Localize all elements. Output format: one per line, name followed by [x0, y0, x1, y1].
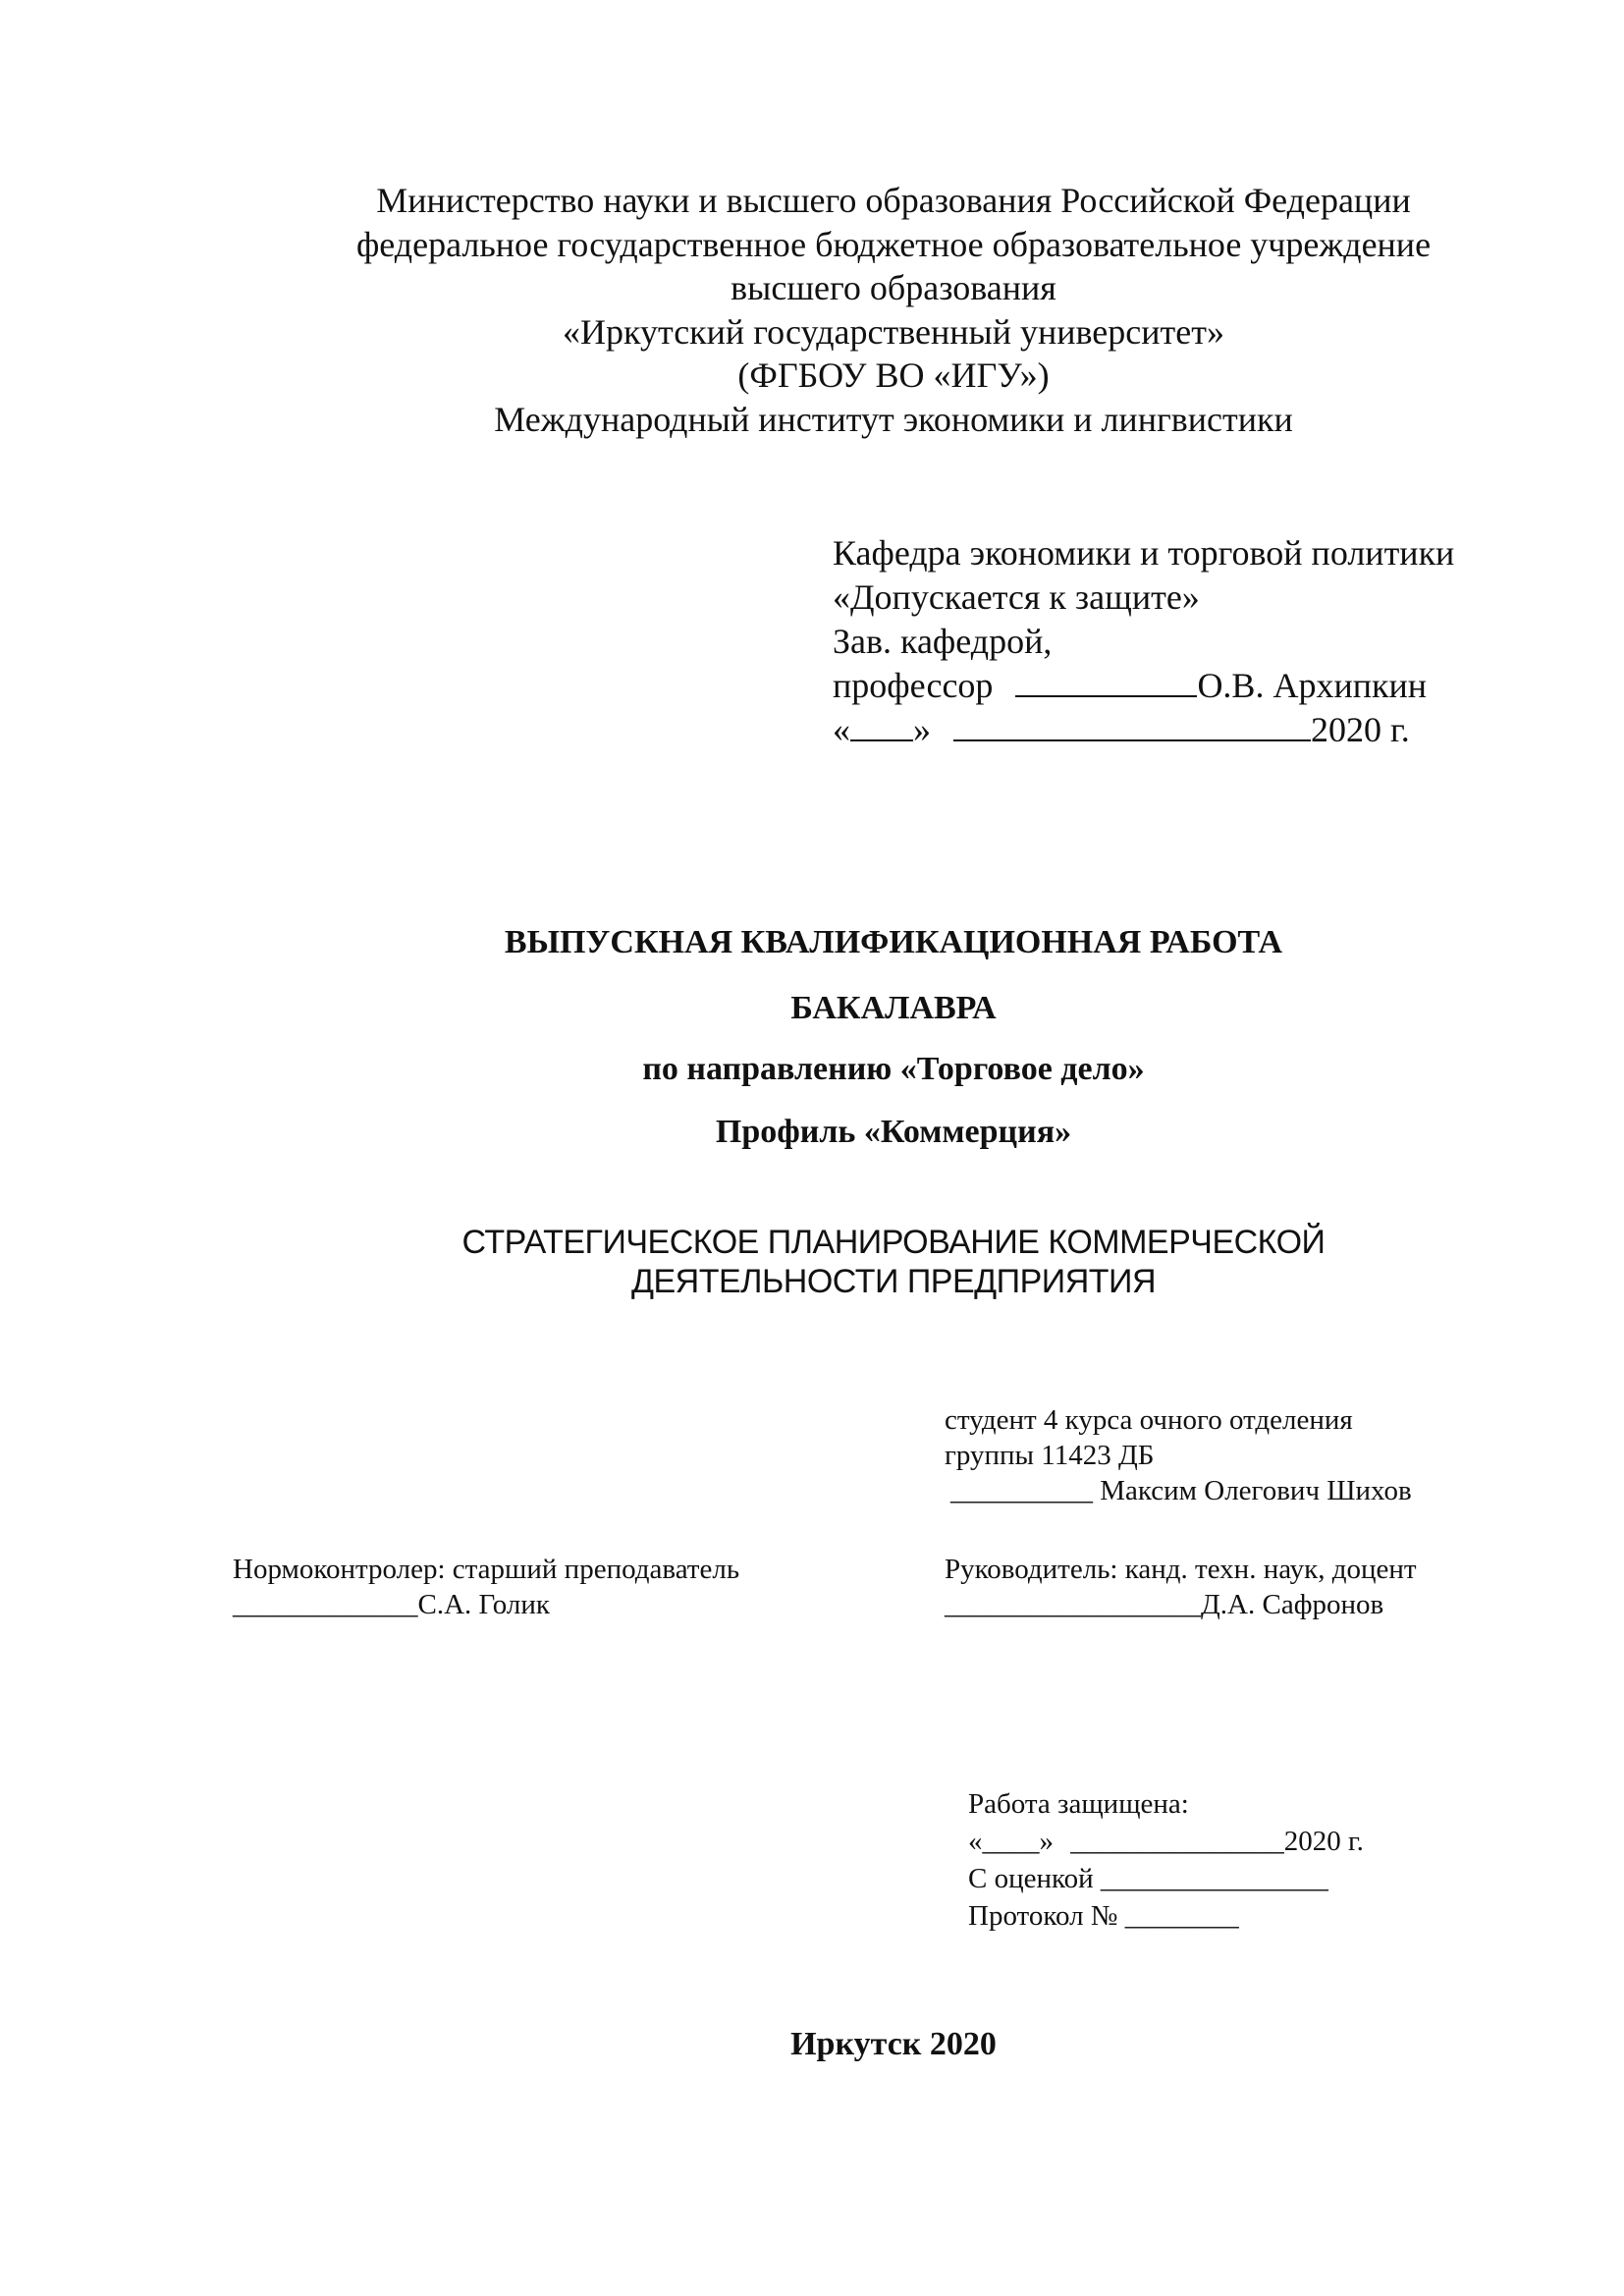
thesis-type-line2: БАКАЛАВРА	[790, 990, 997, 1026]
thesis-title-block	[196, 913, 1591, 1163]
student-course: студент 4 курса очного отделения	[945, 1404, 1353, 1436]
month-blank	[953, 708, 1311, 741]
normcontroller-signature-line	[233, 1587, 920, 1622]
protocol-label: Протокол №	[968, 1900, 1118, 1932]
topic-line1: СТРАТЕГИЧЕСКОЕ ПЛАНИРОВАНИЕ КОММЕРЧЕСКОЙ	[461, 1224, 1326, 1261]
date-quote-open: «	[833, 710, 850, 749]
department-name: Кафедра экономики и торговой политики	[833, 533, 1455, 573]
supervisor-name: Д.А. Сафронов	[1201, 1589, 1384, 1620]
defense-year: 2020 г.	[1283, 1826, 1364, 1857]
header-line-education-level: высшего образования	[731, 268, 1056, 307]
approval-year: 2020 г.	[1311, 710, 1410, 749]
student-block	[945, 1402, 1593, 1508]
normcontroller-blank: _____________	[233, 1589, 418, 1620]
day-blank	[850, 708, 913, 741]
student-name: Максим Олегович Шихов	[1100, 1475, 1412, 1506]
date-quote-close: »	[913, 710, 931, 749]
thesis-type-line1: ВЫПУСКНАЯ КВАЛИФИКАЦИОННАЯ РАБОТА	[504, 924, 1283, 960]
defense-date-line	[968, 1823, 1577, 1860]
defense-day-blank: ____	[982, 1826, 1040, 1857]
header-line-institute: Международный институт экономики и лингвистики	[494, 399, 1293, 439]
professor-signature-line	[833, 664, 1579, 708]
professor-name: О.В. Архипкин	[1197, 666, 1427, 705]
supervisor-signature-line	[945, 1587, 1593, 1622]
approval-date-line	[833, 708, 1579, 752]
protocol-blank: ________	[1124, 1900, 1239, 1932]
normcontroller-title: Нормоконтролер: старший преподаватель	[233, 1554, 740, 1585]
header-line-abbreviation: (ФГБОУ ВО «ИГУ»)	[737, 355, 1050, 395]
header-line-university: «Иркутский государственный университет»	[563, 311, 1224, 352]
approval-block	[833, 531, 1579, 752]
student-signature-line	[945, 1473, 1593, 1508]
grade-line	[968, 1860, 1577, 1897]
protocol-line	[968, 1897, 1577, 1935]
thesis-profile: Профиль «Коммерция»	[715, 1114, 1072, 1150]
normcontroller-name: С.А. Голик	[417, 1589, 550, 1620]
signature-blank	[1015, 664, 1197, 697]
header-line-ministry: Министерство науки и высшего образования Российской Федерации	[376, 181, 1411, 220]
header-line-institution-type: федеральное государственное бюджетное образовательное учреждение	[355, 224, 1432, 264]
student-group: группы 11423 ДБ	[945, 1440, 1155, 1471]
defense-quote-open: «	[968, 1826, 983, 1857]
student-signature-blank: __________	[950, 1475, 1093, 1506]
institution-header	[196, 179, 1591, 441]
defense-label: Работа защищена:	[968, 1788, 1189, 1820]
grade-blank: ________________	[1100, 1863, 1328, 1894]
professor-prefix: профессор	[833, 666, 994, 705]
thesis-direction: по направлению «Торговое дело»	[642, 1051, 1145, 1087]
topic-line2: ДЕЯТЕЛЬНОСТИ ПРЕДПРИЯТИЯ	[630, 1263, 1157, 1300]
supervisor-block	[945, 1552, 1593, 1622]
defense-quote-close: »	[1039, 1826, 1054, 1857]
city-year: Иркутск 2020	[790, 2026, 997, 2062]
supervisor-blank: __________________	[945, 1589, 1201, 1620]
defense-month-blank: _______________	[1070, 1826, 1284, 1857]
defense-block	[968, 1785, 1577, 1935]
normcontroller-block	[233, 1552, 920, 1622]
head-of-department-label: Зав. кафедрой,	[833, 622, 1053, 661]
admitted-to-defense: «Допускается к защите»	[833, 577, 1200, 617]
grade-label: С оценкой	[968, 1863, 1094, 1894]
thesis-topic	[196, 1223, 1591, 1301]
supervisor-title: Руководитель: канд. техн. наук, доцент	[945, 1554, 1417, 1585]
